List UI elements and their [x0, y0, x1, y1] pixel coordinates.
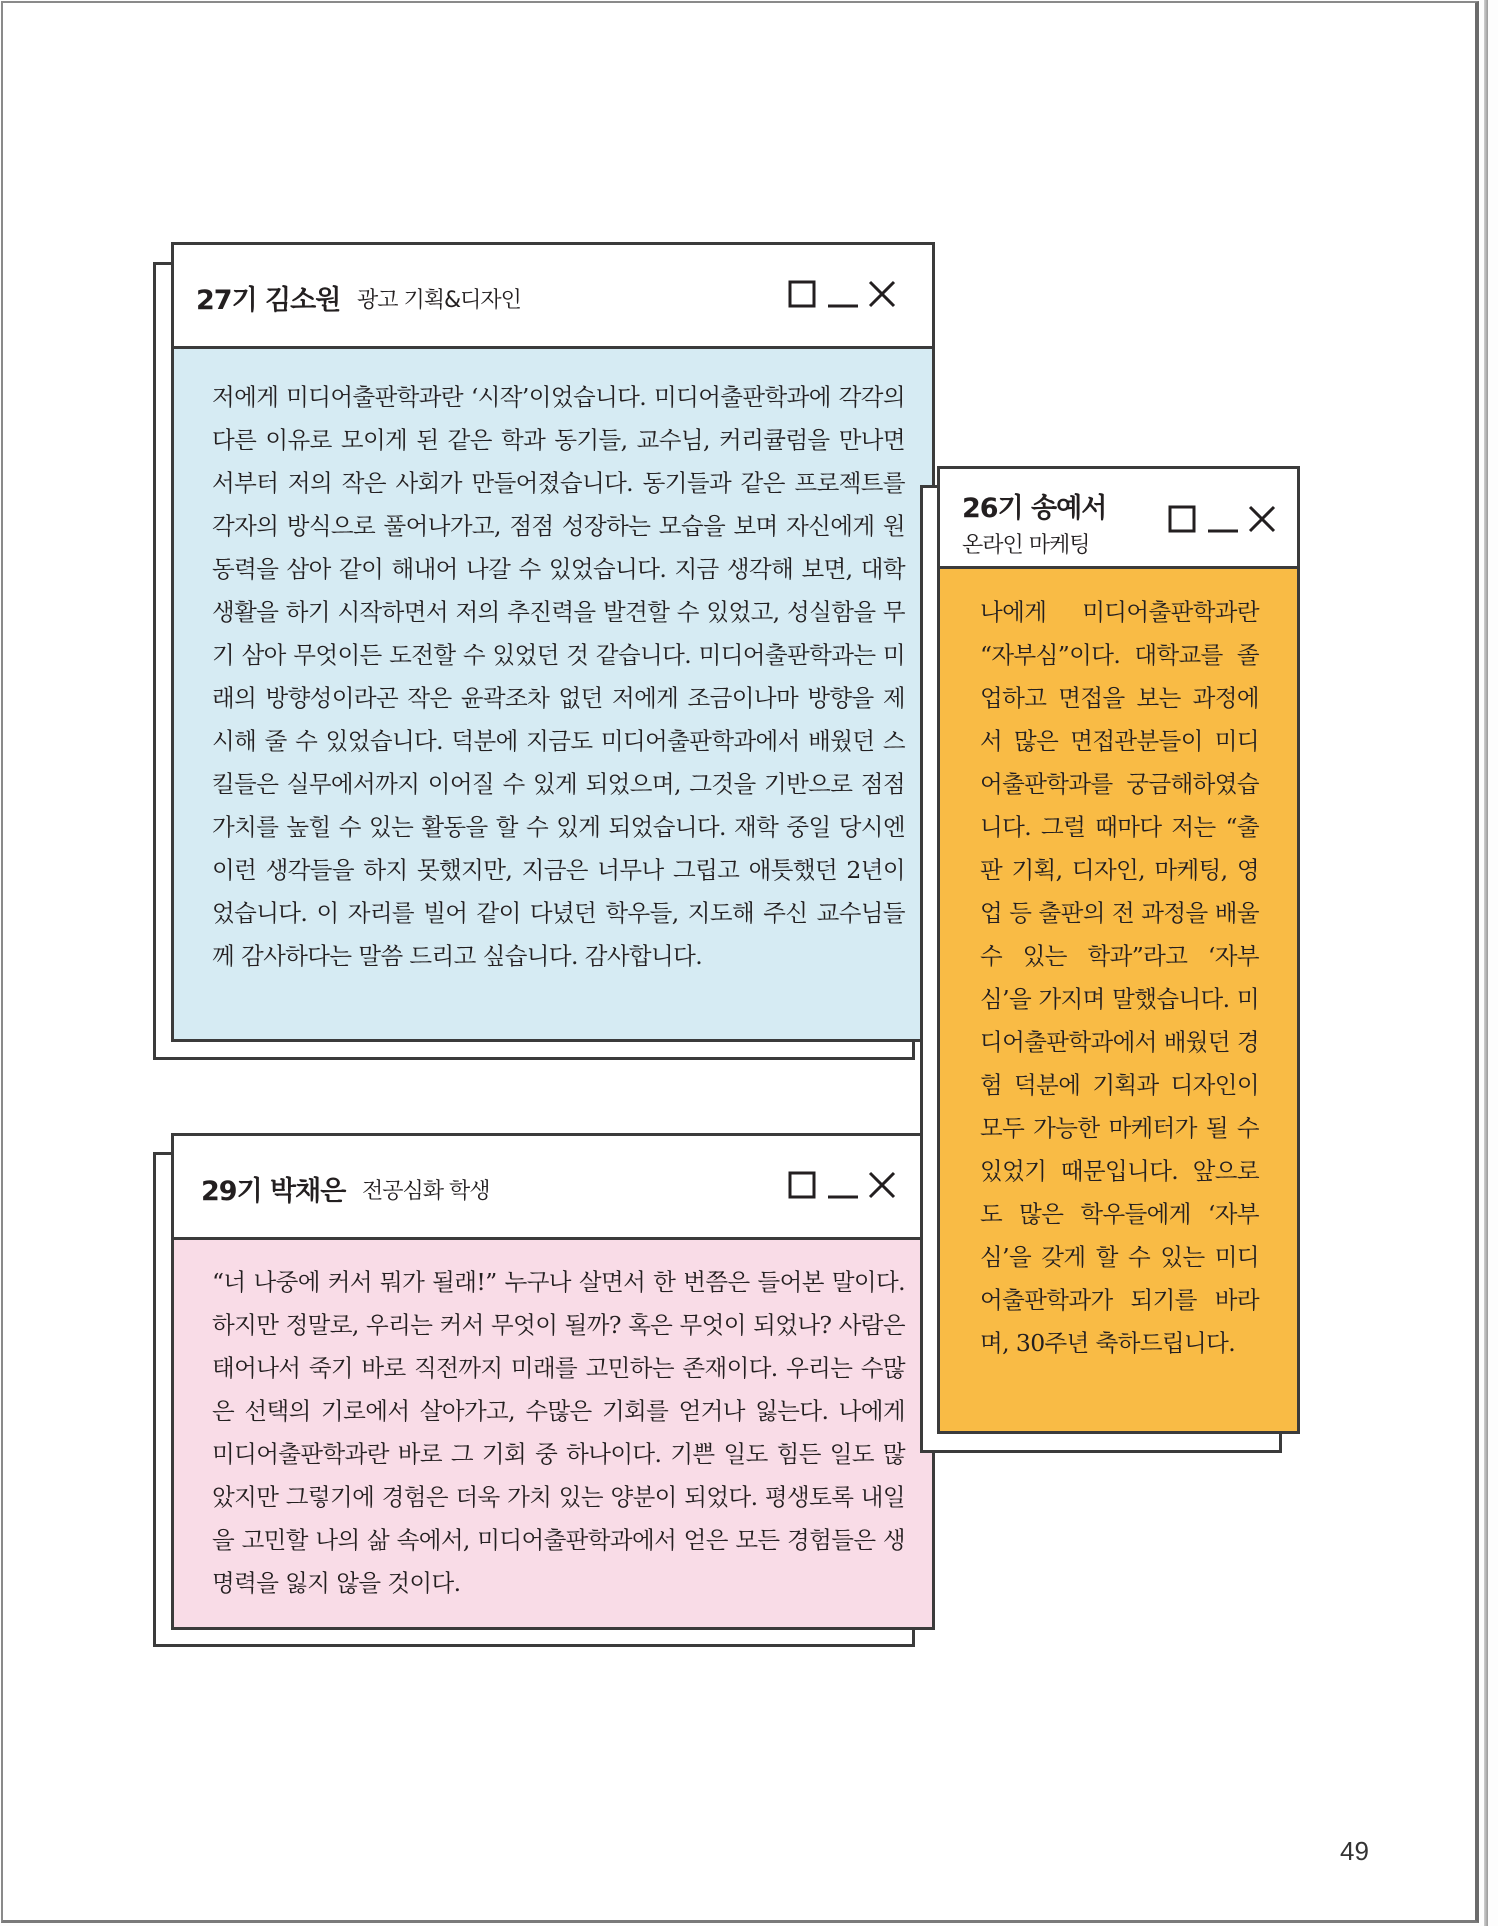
message-text: “너 나중에 커서 뭐가 될래!” 누구나 살면서 한 번쯤은 들어본 말이다. 하지만 정말로, 우리는 커서 무엇이 될까? 혹은 무엇이 되었나? 사람은 태어나서 죽기 바로 직전까지 미래를 고민하는 존재이다. 우리는 수많은 선택의 기로에서 살아가고, 수많은 기회를 얻거나 잃는다. 나에게 미디어출판학과란 바로 그 기회 중 하나이다. 기쁜 일도 힘든 일도 많았지만 그렇기에 경험은 더욱 가치 있는 양분이 되었다. 평생토록 내일을 고민할 나의 삶 속에서, 미디어출판학과에서 얻은 모든 경험들은 생명력을 잃지 않을 것이다. — [174, 1240, 932, 1627]
page-number: 49 — [1340, 1836, 1369, 1866]
window-titlebar — [174, 1136, 932, 1240]
author-role: 온라인 마케팅 — [962, 533, 1090, 558]
author-name: 29기 박채은 — [201, 1176, 346, 1207]
square-icon[interactable] — [790, 282, 814, 306]
author-name: 26기 송예서 — [962, 493, 1107, 524]
window-park-chaeeun — [171, 1133, 935, 1630]
window-titlebar — [174, 245, 932, 349]
window-titlebar — [940, 469, 1297, 569]
message-text: 나에게 미디어출판학과란 “자부심”이다. 대학교를 졸업하고 면접을 보는 과정에서 많은 면접관분들이 미디어출판학과를 궁금해하였습니다. 그럴 때마다 저는 “출판 기획, 디자인, 마케팅, 영업 등 출판의 전 과정을 배울 수 있는 학과”라고 ‘자부심’을 가지며 말했습니다. 미디어출판학과에서 배웠던 경험 덕분에 기획과 디자인이 모두 가능한 마케터가 될 수 있었기 때문입니다. 앞으로도 많은 학우들에게 ‘자부심’을 갖게 할 수 있는 미디어출판학과가 되기를 바라며, 30주년 축하드립니다. — [940, 569, 1297, 1431]
window-kim-sowon — [171, 242, 935, 1042]
author-name: 27기 김소원 — [196, 285, 341, 316]
square-icon[interactable] — [790, 1173, 814, 1197]
message-text: 저에게 미디어출판학과란 ‘시작’이었습니다. 미디어출판학과에 각각의 다른 이유로 모이게 된 같은 학과 동기들, 교수님, 커리큘럼을 만나면서부터 저의 작은 사회가 만들어졌습니다. 동기들과 같은 프로젝트를 각자의 방식으로 풀어나가고, 점점 성장하는 모습을 보며 자신에게 원동력을 삼아 같이 해내어 나갈 수 있었습니다. 지금 생각해 보면, 대학 생활을 하기 시작하면서 저의 추진력을 발견할 수 있었고, 성실함을 무기 삼아 무엇이든 도전할 수 있었던 것 같습니다. 미디어출판학과는 미래의 방향성이라곤 작은 윤곽조차 없던 저에게 조금이나마 방향을 제시해 줄 수 있었습니다. 덕분에 지금도 미디어출판학과에서 배웠던 스킬들은 실무에서까지 이어질 수 있게 되었으며, 그것을 기반으로 점점 가치를 높힐 수 있는 활동을 할 수 있게 되었습니다. 재학 중일 당시엔 이런 생각들을 하지 못했지만, 지금은 너무나 그립고 애틋했던 2년이었습니다. 이 자리를 빌어 같이 다녔던 학우들, 지도해 주신 교수님들께 감사하다는 말씀 드리고 싶습니다. 감사합니다. — [174, 349, 932, 1039]
window-song-yeseo — [937, 466, 1300, 1434]
close-icon[interactable] — [870, 1173, 894, 1197]
window-controls — [788, 278, 898, 312]
window-controls — [788, 1169, 898, 1203]
author-role: 광고 기획&디자인 — [357, 288, 521, 313]
square-icon[interactable] — [1170, 507, 1194, 531]
close-icon[interactable] — [870, 282, 894, 306]
close-icon[interactable] — [1250, 507, 1274, 531]
page-edge — [1484, 0, 1488, 1926]
window-controls — [1168, 503, 1278, 537]
author-role: 전공심화 학생 — [362, 1179, 490, 1204]
